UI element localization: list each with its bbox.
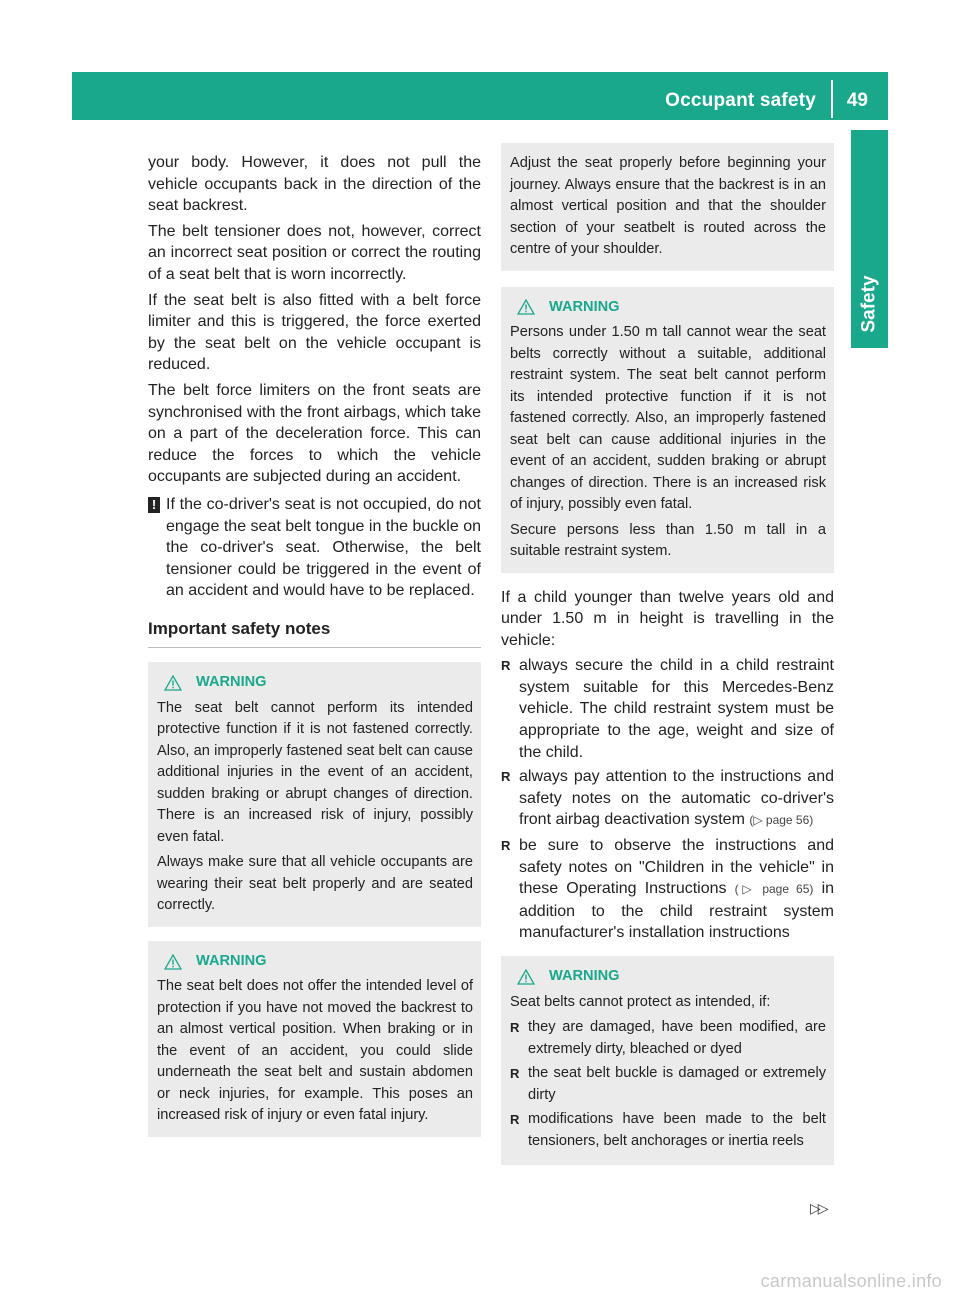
warning-title: WARNING [196, 674, 267, 691]
bullet-list [501, 655, 834, 944]
bullet-icon: R [510, 1020, 520, 1035]
bullet-icon: R [510, 1066, 520, 1081]
header-bar [72, 72, 888, 120]
list-item [510, 1063, 826, 1106]
bullet-icon: R [501, 769, 511, 785]
warning-triangle-icon [517, 299, 535, 315]
paragraph: The belt tensioner does not, however, correct an incorrect seat position or correct the routing of a seat belt that is worn incorrectly. [148, 222, 481, 283]
warning-text: Adjust the seat properly before beginning your journey. Always ensure that the backrest is in an almost vertical position and that the shoulder section of your seatbelt is routed across the centre of your shoulder. [510, 155, 826, 257]
warning-header [157, 951, 473, 973]
continue-arrow-icon: ▷▷ [810, 1200, 826, 1216]
list-item-text [519, 766, 834, 832]
warning-text: The seat belt cannot perform its intended protective function if it is not fastened correctly. Also, an improperly fastened seat belt can cause additional injuries in the event of an accident, sudden braking or abrupt changes of direction. There is an increased risk of injury, possibly even fatal. [157, 699, 473, 845]
page-reference-link[interactable]: (▷ page 65) [734, 882, 814, 897]
warning-text: Persons under 1.50 m tall cannot wear the seat belts correctly without a suitable, additional restraint system. The seat belt cannot perform its intended protective function if it is not fastened correctly. Also, an improperly fastened seat belt can cause additional injuries in the event of an accident, sudden braking or abrupt changes of direction. There is an increased risk of injury, possibly even fatal. [510, 324, 826, 512]
warning-text: The seat belt does not offer the intended level of protection if you have not moved the backrest to an almost vertical position. When braking or in the event of an accident, you could slide underneath the seat belt and sustain abdomen or neck injuries, for example. This poses an increased risk of injury or even fatal injury. [157, 978, 473, 1124]
exclamation-icon: ! [148, 497, 160, 513]
warning-triangle-icon [164, 954, 182, 970]
watermark: carmanualsonline.info [760, 1271, 942, 1291]
left-column [148, 152, 481, 1137]
warning-triangle-icon [517, 969, 535, 985]
notice [148, 494, 481, 602]
warning-header [157, 672, 473, 694]
side-tab-text: Safety [858, 275, 880, 333]
warning-title: WARNING [549, 298, 620, 315]
warning-box [501, 956, 834, 1165]
warning-text: Seat belts cannot protect as intended, if: [510, 993, 771, 1010]
list-item [501, 766, 834, 832]
page-number: 49 [846, 90, 868, 111]
paragraph: If a child younger than twelve years old and under 1.50 m in height is travelling in the vehicle: [501, 588, 834, 649]
right-column [501, 143, 834, 1165]
chapter-title: Occupant safety [665, 90, 816, 111]
bullet-icon: R [501, 658, 511, 674]
warning-header [510, 966, 826, 988]
list-item-text: the seat belt buckle is damaged or extremely dirty [528, 1065, 826, 1103]
list-item-text: they are damaged, have been modified, are extremely dirty, bleached or dyed [528, 1019, 826, 1057]
warning-title: WARNING [549, 968, 620, 984]
notice-text: If the co-driver's seat is not occupied, do not engage the seat belt tongue in the buckle on the co-driver's seat. Otherwise, the belt tensioner could be triggered in the event of an accident and would have to be replaced. [166, 495, 481, 600]
list-item [510, 1109, 826, 1152]
list-item [501, 835, 834, 944]
list-item [501, 655, 834, 763]
warning-text: Always make sure that all vehicle occupants are wearing their seat belt properly and are seated correctly. [157, 854, 473, 914]
warning-box [501, 287, 834, 573]
paragraph: If the seat belt is also fitted with a belt force limiter and this is triggered, the force exerted by the seat belt on the vehicle occupant is reduced. [148, 291, 481, 374]
warning-box [148, 662, 481, 927]
warning-text: Secure persons less than 1.50 m tall in a suitable restraint system. [510, 521, 826, 559]
list-item-text-part: in addition to the child restraint system manufacturer's installation instructions [519, 880, 835, 942]
warning-triangle-icon [164, 675, 182, 691]
list-item [510, 1017, 826, 1060]
bullet-icon: R [510, 1112, 520, 1127]
paragraph: your body. However, it does not pull the vehicle occupants back in the direction of the seat backrest. [148, 154, 481, 215]
list-item-text: always secure the child in a child restraint system suitable for this Mercedes-Benz vehicle. The child restraint system must be appropriate to the age, weight and size of the child. [519, 657, 834, 761]
warning-header [510, 297, 826, 319]
warning-bullet-list [510, 1017, 826, 1152]
list-item-text-part: always pay attention to the instructions and safety notes on the automatic co-driver's front airbag deactivation system [519, 768, 834, 829]
page-reference-link[interactable]: (▷ page 56) [749, 813, 814, 828]
header-divider [831, 80, 833, 118]
paragraph: The belt force limiters on the front seats are synchronised with the front airbags, which take on a part of the deceleration force. This can reduce the forces to which the vehicle occupants are subjected during an accident. [148, 381, 481, 486]
warning-box [148, 941, 481, 1137]
list-item-text: modifications have been made to the belt tensioners, belt anchorages or inertia reels [528, 1111, 826, 1149]
list-item-text [519, 835, 834, 944]
warning-box-continued [501, 143, 834, 271]
warning-title: WARNING [196, 952, 267, 969]
side-tab-label [851, 260, 888, 348]
bullet-icon: R [501, 838, 511, 854]
section-heading: Important safety notes [148, 618, 481, 649]
list-item-text-part: be sure to observe the instructions and safety notes on "Children in the vehicle" in these Operating Instructions [519, 837, 834, 898]
